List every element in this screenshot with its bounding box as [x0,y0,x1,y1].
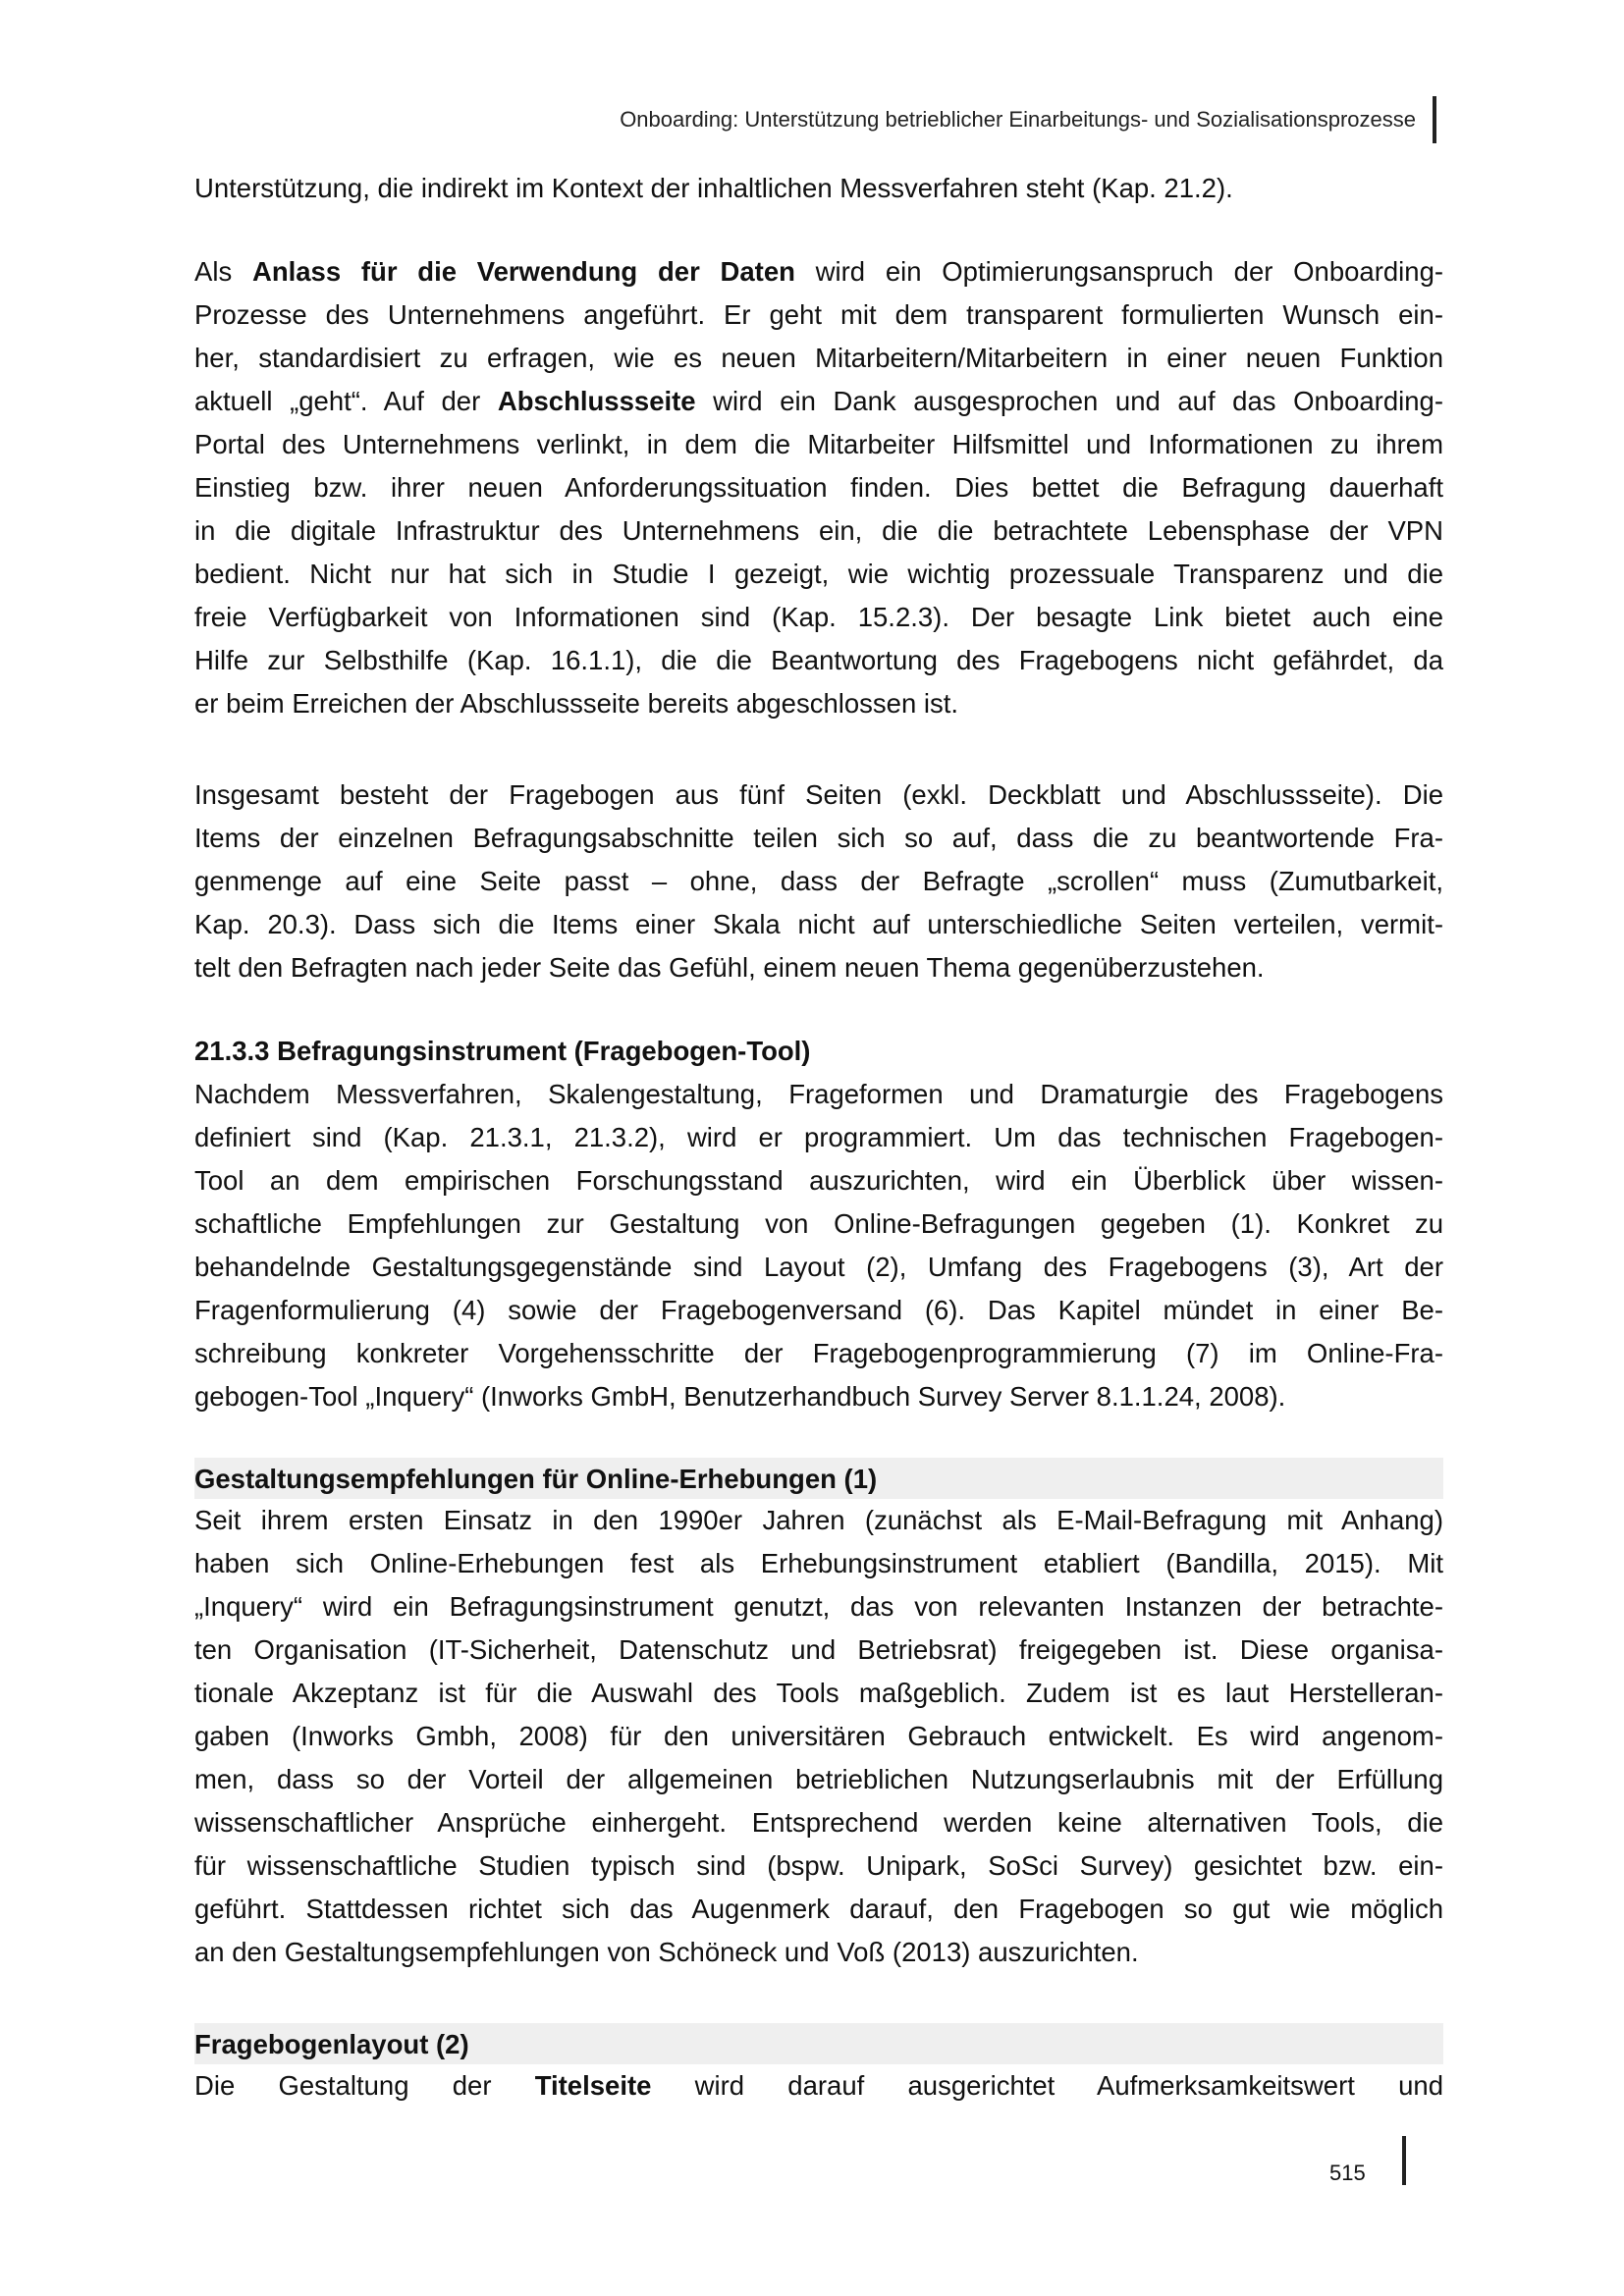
text-run: Seit ihrem ersten Einsatz in den 1990er Jahren (zunächst als E-Mail-Befragung mit Anhang) [194,1505,1443,1535]
paragraph-intro [194,167,1443,210]
text-line [194,1629,1443,1672]
text-line [194,860,1443,903]
text-line [194,1332,1443,1375]
text-line [194,682,1443,725]
section-design-recommendations [194,1458,1443,1974]
subsection-heading: Gestaltungsempfehlungen für Online-Erhebungen (1) [194,1458,1443,1499]
text-run: definiert sind (Kap. 21.3.1, 21.3.2), wird er programmiert. Um das technischen Fragebogen- [194,1122,1443,1152]
text-run: haben sich Online-Erhebungen fest als Erhebungsinstrument etabliert (Bandilla, 2015). Mit [194,1548,1443,1578]
text-run: schreibung konkreter Vorgehensschritte der Fragebogenprogrammierung (7) im Online-Fra- [194,1338,1443,1368]
text-run: wissenschaftlicher Ansprüche einhergeht. Entsprechend werden keine alternativen Tools, die [194,1807,1443,1838]
text-run: tionale Akzeptanz ist für die Auswahl des Tools maßgeblich. Zudem ist es laut Herstelleran- [194,1678,1443,1708]
text-run: „Inquery“ wird ein Befragungsinstrument genutzt, das von relevanten Instanzen der betrachte- [194,1591,1443,1622]
text-run: für wissenschaftliche Studien typisch sind (bspw. Unipark, SoSci Survey) gesichtet bzw. ein- [194,1850,1443,1881]
text-line [194,1801,1443,1844]
text-run: Prozesse des Unternehmens angeführt. Er geht mit dem transparent formulierten Wunsch ein- [194,299,1443,330]
header-rule [1433,96,1436,143]
text-line [194,1715,1443,1758]
text-line [194,1585,1443,1629]
text-line [194,1758,1443,1801]
text-line [194,337,1443,380]
text-line [194,466,1443,509]
bold-term: Titelseite [534,2070,652,2101]
running-header: Onboarding: Unterstützung betrieblicher Einarbeitungs- und Sozialisationsprozesse [620,107,1416,132]
text-run: an den Gestaltungsempfehlungen von Schöneck und Voß (2013) auszurichten. [194,1937,1139,1967]
text-run: Kap. 20.3). Dass sich die Items einer Skala nicht auf unterschiedliche Seiten verteilen, vermit- [194,909,1443,939]
text-line [194,1672,1443,1715]
text-line [194,1844,1443,1888]
bold-term: Abschlussseite [497,386,696,416]
text-line [194,1159,1443,1202]
text-run: Nachdem Messverfahren, Skalengestaltung, Frageformen und Dramaturgie des Fragebogens [194,1079,1443,1109]
subsection-heading: Fragebogenlayout (2) [194,2023,1443,2064]
text-run: ten Organisation (IT-Sicherheit, Datenschutz und Betriebsrat) freigegeben ist. Diese organisa- [194,1634,1443,1665]
text-run: in die digitale Infrastruktur des Unternehmens ein, die die betrachtete Lebensphase der VPN [194,515,1443,546]
text-run: men, dass so der Vorteil der allgemeinen betrieblichen Nutzungserlaubnis mit der Erfüllung [194,1764,1443,1794]
text-run: Tool an dem empirischen Forschungsstand auszurichten, wird ein Überblick über wissen- [194,1165,1443,1196]
text-line [194,167,1443,210]
bold-term: Anlass für die Verwendung der Daten [251,256,795,287]
text-run: geführt. Stattdessen richtet sich das Augenmerk darauf, den Fragebogen so gut wie möglich [194,1894,1443,1924]
text-run: freie Verfügbarkeit von Informationen sind (Kap. 15.2.3). Der besagte Link bietet auch eine [194,602,1443,632]
text-run: genmenge auf eine Seite passt – ohne, dass der Befragte „scrollen“ muss (Zumutbarkeit, [194,866,1443,896]
text-run: behandelnde Gestaltungsgegenstände sind Layout (2), Umfang des Fragebogens (3), Art der [194,1252,1443,1282]
section-heading: 21.3.3 Befragungsinstrument (Fragebogen-Tool) [194,1036,811,1066]
text-line [194,1073,1443,1116]
text-run: her, standardisiert zu erfragen, wie es neuen Mitarbeitern/Mitarbeitern in einer neuen Funktion [194,343,1443,373]
text-run: er beim Erreichen der Abschlussseite bereits abgeschlossen ist. [194,688,959,719]
text-line [194,2064,1443,2108]
paragraph-questionnaire-pages [194,774,1443,989]
section-21-3-3 [194,1030,1443,1418]
text-run: Portal des Unternehmens verlinkt, in dem die Mitarbeiter Hilfsmittel und Informationen zu ihrem [194,429,1443,459]
text-line [194,1931,1443,1974]
text-line [194,1499,1443,1542]
text-line [194,423,1443,466]
text-line [194,250,1443,294]
text-run: Insgesamt besteht der Fragebogen aus fünf Seiten (exkl. Deckblatt und Abschlussseite). Die [194,779,1443,810]
text-line [194,1375,1443,1418]
text-run: Einstieg bzw. ihrer neuen Anforderungssituation finden. Dies bettet die Befragung dauerhaft [194,472,1443,503]
text-line [194,1542,1443,1585]
text-run: Items der einzelnen Befragungsabschnitte teilen sich so auf, dass die zu beantwortende Fra- [194,823,1443,853]
text-run: Hilfe zur Selbsthilfe (Kap. 16.1.1), die die Beantwortung des Fragebogens nicht gefährdet, da [194,645,1443,675]
text-line [194,774,1443,817]
text-line [194,946,1443,989]
text-line [194,553,1443,596]
footer-rule [1402,2136,1406,2185]
text-line [194,639,1443,682]
text-line [194,1289,1443,1332]
text-run: wird darauf ausgerichtet Aufmerksamkeitswert und [651,2070,1443,2101]
text-run: Die Gestaltung der [194,2070,535,2101]
text-line [194,380,1443,423]
section-questionnaire-layout [194,2023,1443,2108]
text-line [194,1202,1443,1246]
text-line [194,817,1443,860]
text-line [194,1888,1443,1931]
paragraph-data-usage [194,250,1443,725]
text-run: bedient. Nicht nur hat sich in Studie I gezeigt, wie wichtig prozessuale Transparenz und die [194,559,1443,589]
text-run: aktuell „geht“. Auf der [194,386,498,416]
text-run: gebogen-Tool „Inquery“ (Inworks GmbH, Benutzerhandbuch Survey Server 8.1.1.24, 2008). [194,1381,1286,1412]
text-run: gaben (Inworks Gmbh, 2008) für den universitären Gebrauch entwickelt. Es wird angenom- [194,1721,1443,1751]
text-run: schaftliche Empfehlungen zur Gestaltung von Online-Befragungen gegeben (1). Konkret zu [194,1208,1443,1239]
text-line [194,596,1443,639]
text-run: Unterstützung, die indirekt im Kontext der inhaltlichen Messverfahren steht (Kap. 21.2). [194,173,1233,203]
text-line [194,1116,1443,1159]
text-run: Fragenformulierung (4) sowie der Fragebogenversand (6). Das Kapitel mündet in einer Be- [194,1295,1443,1325]
text-line [194,1246,1443,1289]
text-run: telt den Befragten nach jeder Seite das Gefühl, einem neuen Thema gegenüberzustehen. [194,952,1265,983]
text-line [194,903,1443,946]
text-run: wird ein Dank ausgesprochen und auf das Onboarding- [695,386,1443,416]
page-number: 515 [1329,2161,1366,2185]
text-run: wird ein Optimierungsanspruch der Onboarding- [794,256,1444,287]
text-line [194,509,1443,553]
text-run: Als [194,256,252,287]
text-line [194,294,1443,337]
